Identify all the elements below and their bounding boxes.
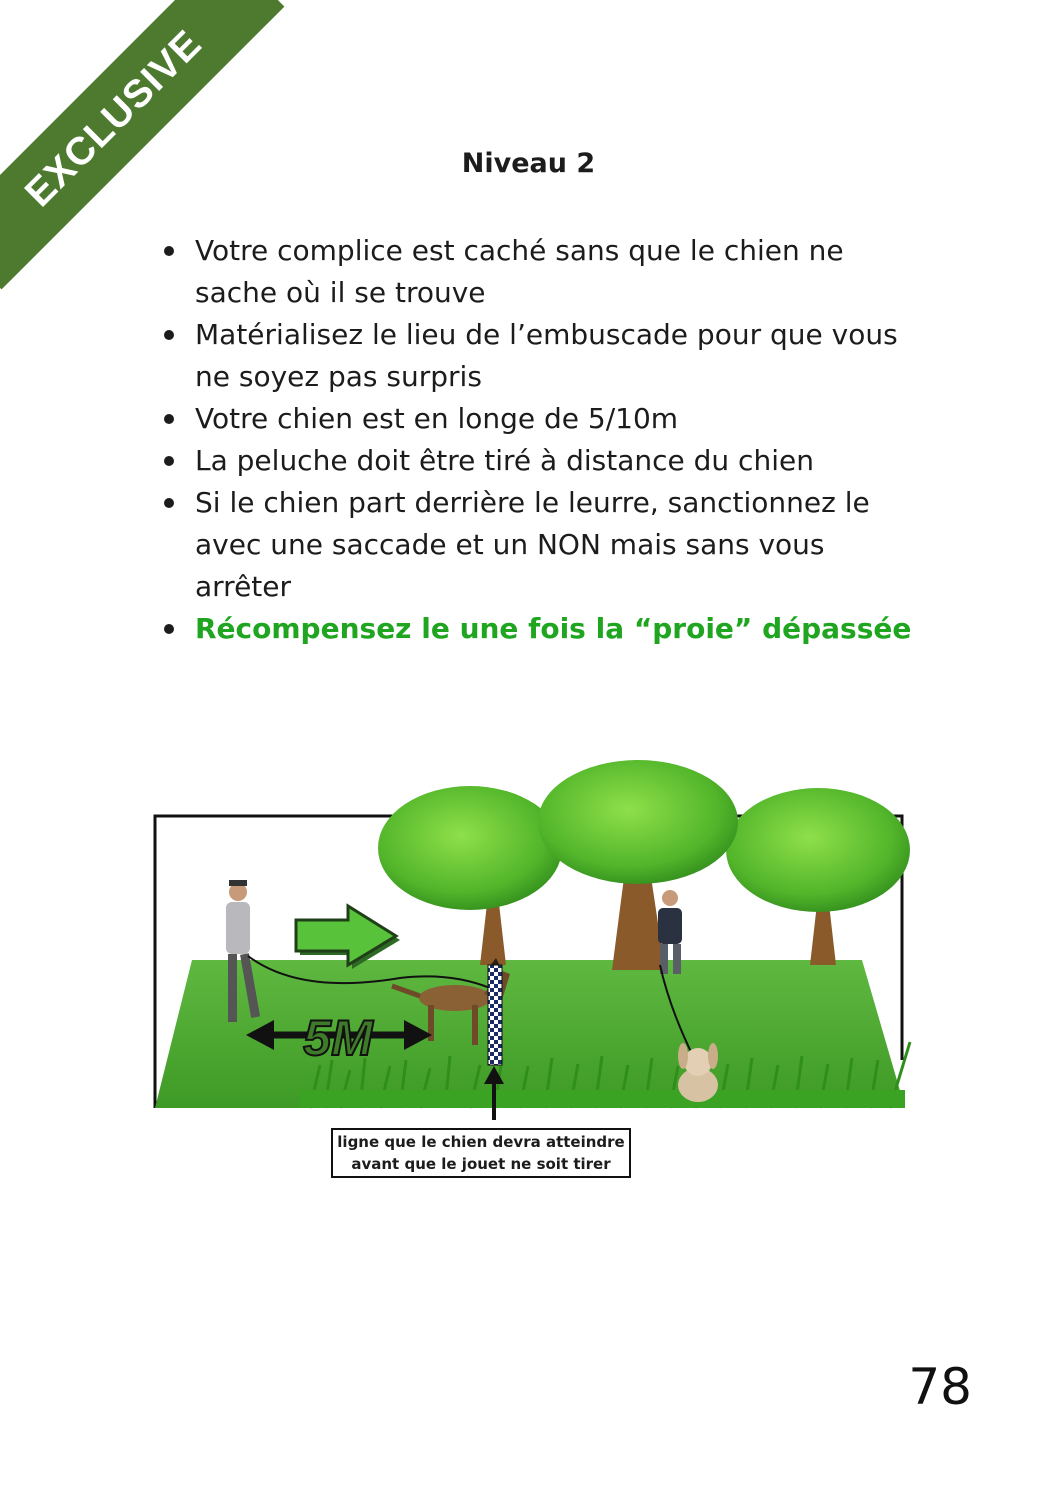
bullet-dot-icon <box>164 330 174 340</box>
caption-line: ligne que le chien devra atteindre <box>337 1133 625 1151</box>
list-item <box>158 482 918 608</box>
page-title: Niveau 2 <box>461 148 596 179</box>
target-line-pole <box>488 965 502 1065</box>
list-item-text: Si le chien part derrière le leurre, sanctionnez le avec une saccade et un NON mais sans vous arrêter <box>195 486 870 603</box>
bullet-dot-icon <box>164 414 174 424</box>
list-item <box>158 440 918 482</box>
instruction-list <box>158 230 918 650</box>
bullet-dot-icon <box>164 624 174 634</box>
bullet-dot-icon <box>164 498 174 508</box>
bullet-dot-icon <box>164 246 174 256</box>
list-item-text: Votre complice est caché sans que le chien ne sache où il se trouve <box>195 234 844 309</box>
tree-center <box>538 760 738 970</box>
distance-label: 5M <box>303 1010 373 1066</box>
training-illustration <box>150 760 920 1120</box>
list-item <box>158 314 918 398</box>
list-item <box>158 398 918 440</box>
tree-left <box>378 786 562 965</box>
list-item-text: Matérialisez le lieu de l’embuscade pour que vous ne soyez pas surpris <box>195 318 898 393</box>
list-item-text: La peluche doit être tiré à distance du chien <box>195 444 814 477</box>
bullet-dot-icon <box>164 456 174 466</box>
ribbon-label: EXCLUSIVE <box>17 22 211 216</box>
grass-strip <box>300 1090 905 1108</box>
page-number: 78 <box>908 1358 972 1416</box>
list-item-text: Votre chien est en longe de 5/10m <box>195 402 679 435</box>
tree-right <box>726 788 910 965</box>
direction-arrow-icon <box>296 906 400 969</box>
list-item-text: Récompensez le une fois la “proie” dépassée <box>195 612 912 645</box>
list-item-highlight <box>158 608 918 650</box>
target-line-caption <box>331 1128 631 1178</box>
list-item <box>158 230 918 314</box>
caption-line: avant que le jouet ne soit tirer <box>351 1155 611 1173</box>
